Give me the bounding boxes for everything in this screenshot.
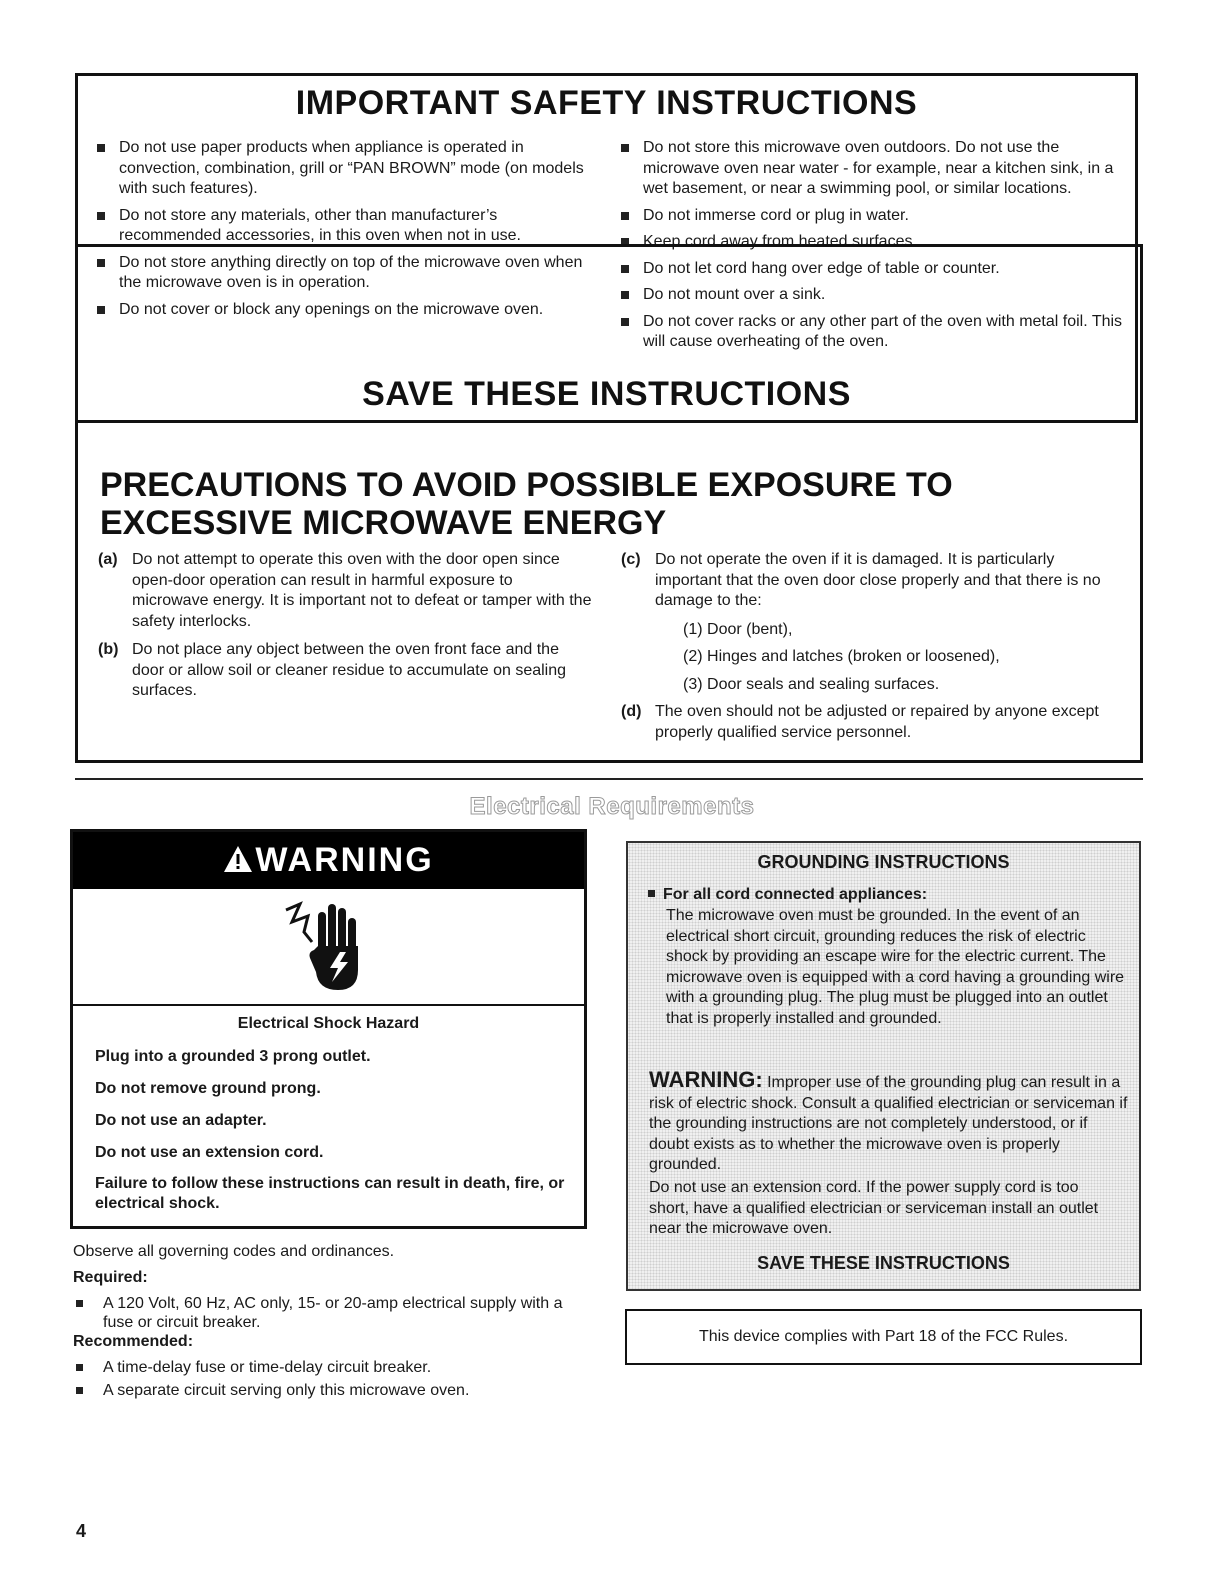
bullet-icon [648,890,655,897]
warning-line: Do not use an adapter. [95,1112,267,1129]
precaution-label: (d) [621,703,642,720]
page-number: 4 [76,1521,87,1541]
sub-item-text: Door seals and sealing surfaces. [707,675,940,693]
list-item: Do not cover racks or any other part of the oven with metal foil. This will cause overheating of the oven. [615,312,1125,353]
electrical-shock-hand-icon [282,898,372,998]
extension-cord-text: Do not use an extension cord. If the power supply cord is too short, have a qualified electrician or serviceman install an outlet near the microwave oven. [649,1179,1099,1237]
sub-item-number: (3) [683,675,703,693]
precaution-b [92,640,592,702]
warning-line: Do not use an extension cord. [95,1144,324,1161]
precaution-label: (a) [98,551,118,568]
bullet-icon [76,1387,83,1394]
safety-title: IMPORTANT SAFETY INSTRUCTIONS [295,84,918,122]
precautions-title-line1: PRECAUTIONS TO AVOID POSSIBLE EXPOSURE TO [100,466,953,504]
cord-text: The microwave oven must be grounded. In the event of an electrical short circuit, grounding reduces the risk of electric shock by providing an escape wire for the electric current. The microwave oven is equipped with a cord having a grounding wire with a grounding plug. The plug must be plugged into an outlet that is properly installed and grounded. [666,907,1125,1027]
list-item: Do not cover or block any openings on the microwave oven. [91,300,591,321]
fcc-compliance-box: This device complies with Part 18 of the FCC Rules. [625,1309,1142,1365]
precautions-title-line2: EXCESSIVE MICROWAVE ENERGY [100,504,667,542]
section-divider [75,778,1143,780]
warning-line: Plug into a grounded 3 prong outlet. [95,1048,371,1065]
grounding-save-heading: SAVE THESE INSTRUCTIONS [757,1253,1010,1273]
recommended-label: Recommended: [73,1333,194,1350]
list-item: Keep cord away from heated surfaces. [615,232,1125,253]
sub-item [615,647,1125,668]
warning-triangle-icon [223,845,253,873]
list-item: Do not mount over a sink. [615,285,1125,306]
list-item: Do not store this microwave oven outdoors. Do not use the microwave oven near water - for example, near a kitchen sink, in a wet basement, or near a swimming pool, or similar locations. [615,138,1125,200]
recommended-item-text: A time-delay fuse or time-delay circuit breaker. [103,1359,432,1376]
grounding-instructions-box [626,841,1141,1291]
list-item: Do not let cord hang over edge of table or counter. [615,259,1125,280]
sub-item-text: Hinges and latches (broken or loosened), [707,648,1000,665]
cord-heading-text: For all cord connected appliances: [663,886,928,903]
list-item: Do not immerse cord or plug in water. [615,206,1125,227]
section-title: Electrical Requirements [469,793,755,820]
warning-heading: WARNING [255,841,434,879]
warning-line: Do not remove ground prong. [95,1080,321,1097]
precaution-text: The oven should not be adjusted or repaired by anyone except properly qualified service personnel. [655,703,1099,741]
warning-word: WARNING: [649,1067,763,1092]
precautions-right-column [615,550,1125,751]
required-item-text: A 120 Volt, 60 Hz, AC only, 15- or 20-amp electrical supply with a fuse or circuit breaker. [103,1295,563,1331]
sub-item-number: (1) [683,620,703,638]
precaution-label: (c) [621,551,641,568]
warning-header [73,832,584,889]
grounding-warning-text: Improper use of the grounding plug can result in a risk of electric shock. Consult a qualified electrician or serviceman if the grounding instructions are not completely understood, or if doubt exists as to whether the microwave oven is properly grounded. [649,1074,1128,1173]
recommended-item [76,1381,576,1400]
recommended-item [76,1358,576,1377]
precautions-left-column [92,550,592,710]
precaution-text: Do not operate the oven if it is damaged. It is particularly important that the oven door close properly and that there is no damage to the: [655,551,1101,609]
precautions-title [100,466,1130,542]
cord-heading [648,885,1128,906]
precaution-text: Do not place any object between the oven front face and the door or allow soil or cleaner residue to accumulate on sealing surfaces. [132,641,567,699]
sub-item-number: (2) [683,648,703,665]
list-item: Do not store any materials, other than manufacturer’s recommended accessories, in this oven when not in use. [91,206,591,247]
grounding-warning [649,1067,1131,1176]
bullet-icon [76,1364,83,1371]
sub-item [615,620,1125,641]
precaution-label: (b) [98,641,119,658]
required-item [76,1294,576,1332]
save-instructions-heading: SAVE THESE INSTRUCTIONS [362,375,851,413]
warning-line: Failure to follow these instructions can result in death, fire, or electrical shock. [95,1175,565,1212]
warning-divider [73,1004,584,1006]
observe-codes-text: Observe all governing codes and ordinances. [73,1243,395,1260]
sub-item-text: Door (bent), [707,620,793,638]
recommended-item-text: A separate circuit serving only this microwave oven. [103,1382,470,1399]
precaution-a [92,550,592,632]
precaution-c [615,550,1125,612]
warning-box [70,829,587,1229]
sub-item [615,675,1125,696]
hazard-title: Electrical Shock Hazard [237,1015,420,1032]
list-item: Do not use paper products when appliance is operated in convection, combination, grill or “PAN BROWN” mode (on models with such features). [91,138,591,200]
precaution-d [615,702,1125,743]
bullet-icon [76,1300,83,1307]
precaution-text: Do not attempt to operate this oven with the door open since open-door operation can result in harmful exposure to microwave energy. It is important not to defeat or tamper with the safety interlocks. [132,551,592,630]
required-label: Required: [73,1269,148,1286]
grounding-title: GROUNDING INSTRUCTIONS [757,852,1010,872]
list-item: Do not store anything directly on top of the microwave oven when the microwave oven is in operation. [91,253,591,294]
